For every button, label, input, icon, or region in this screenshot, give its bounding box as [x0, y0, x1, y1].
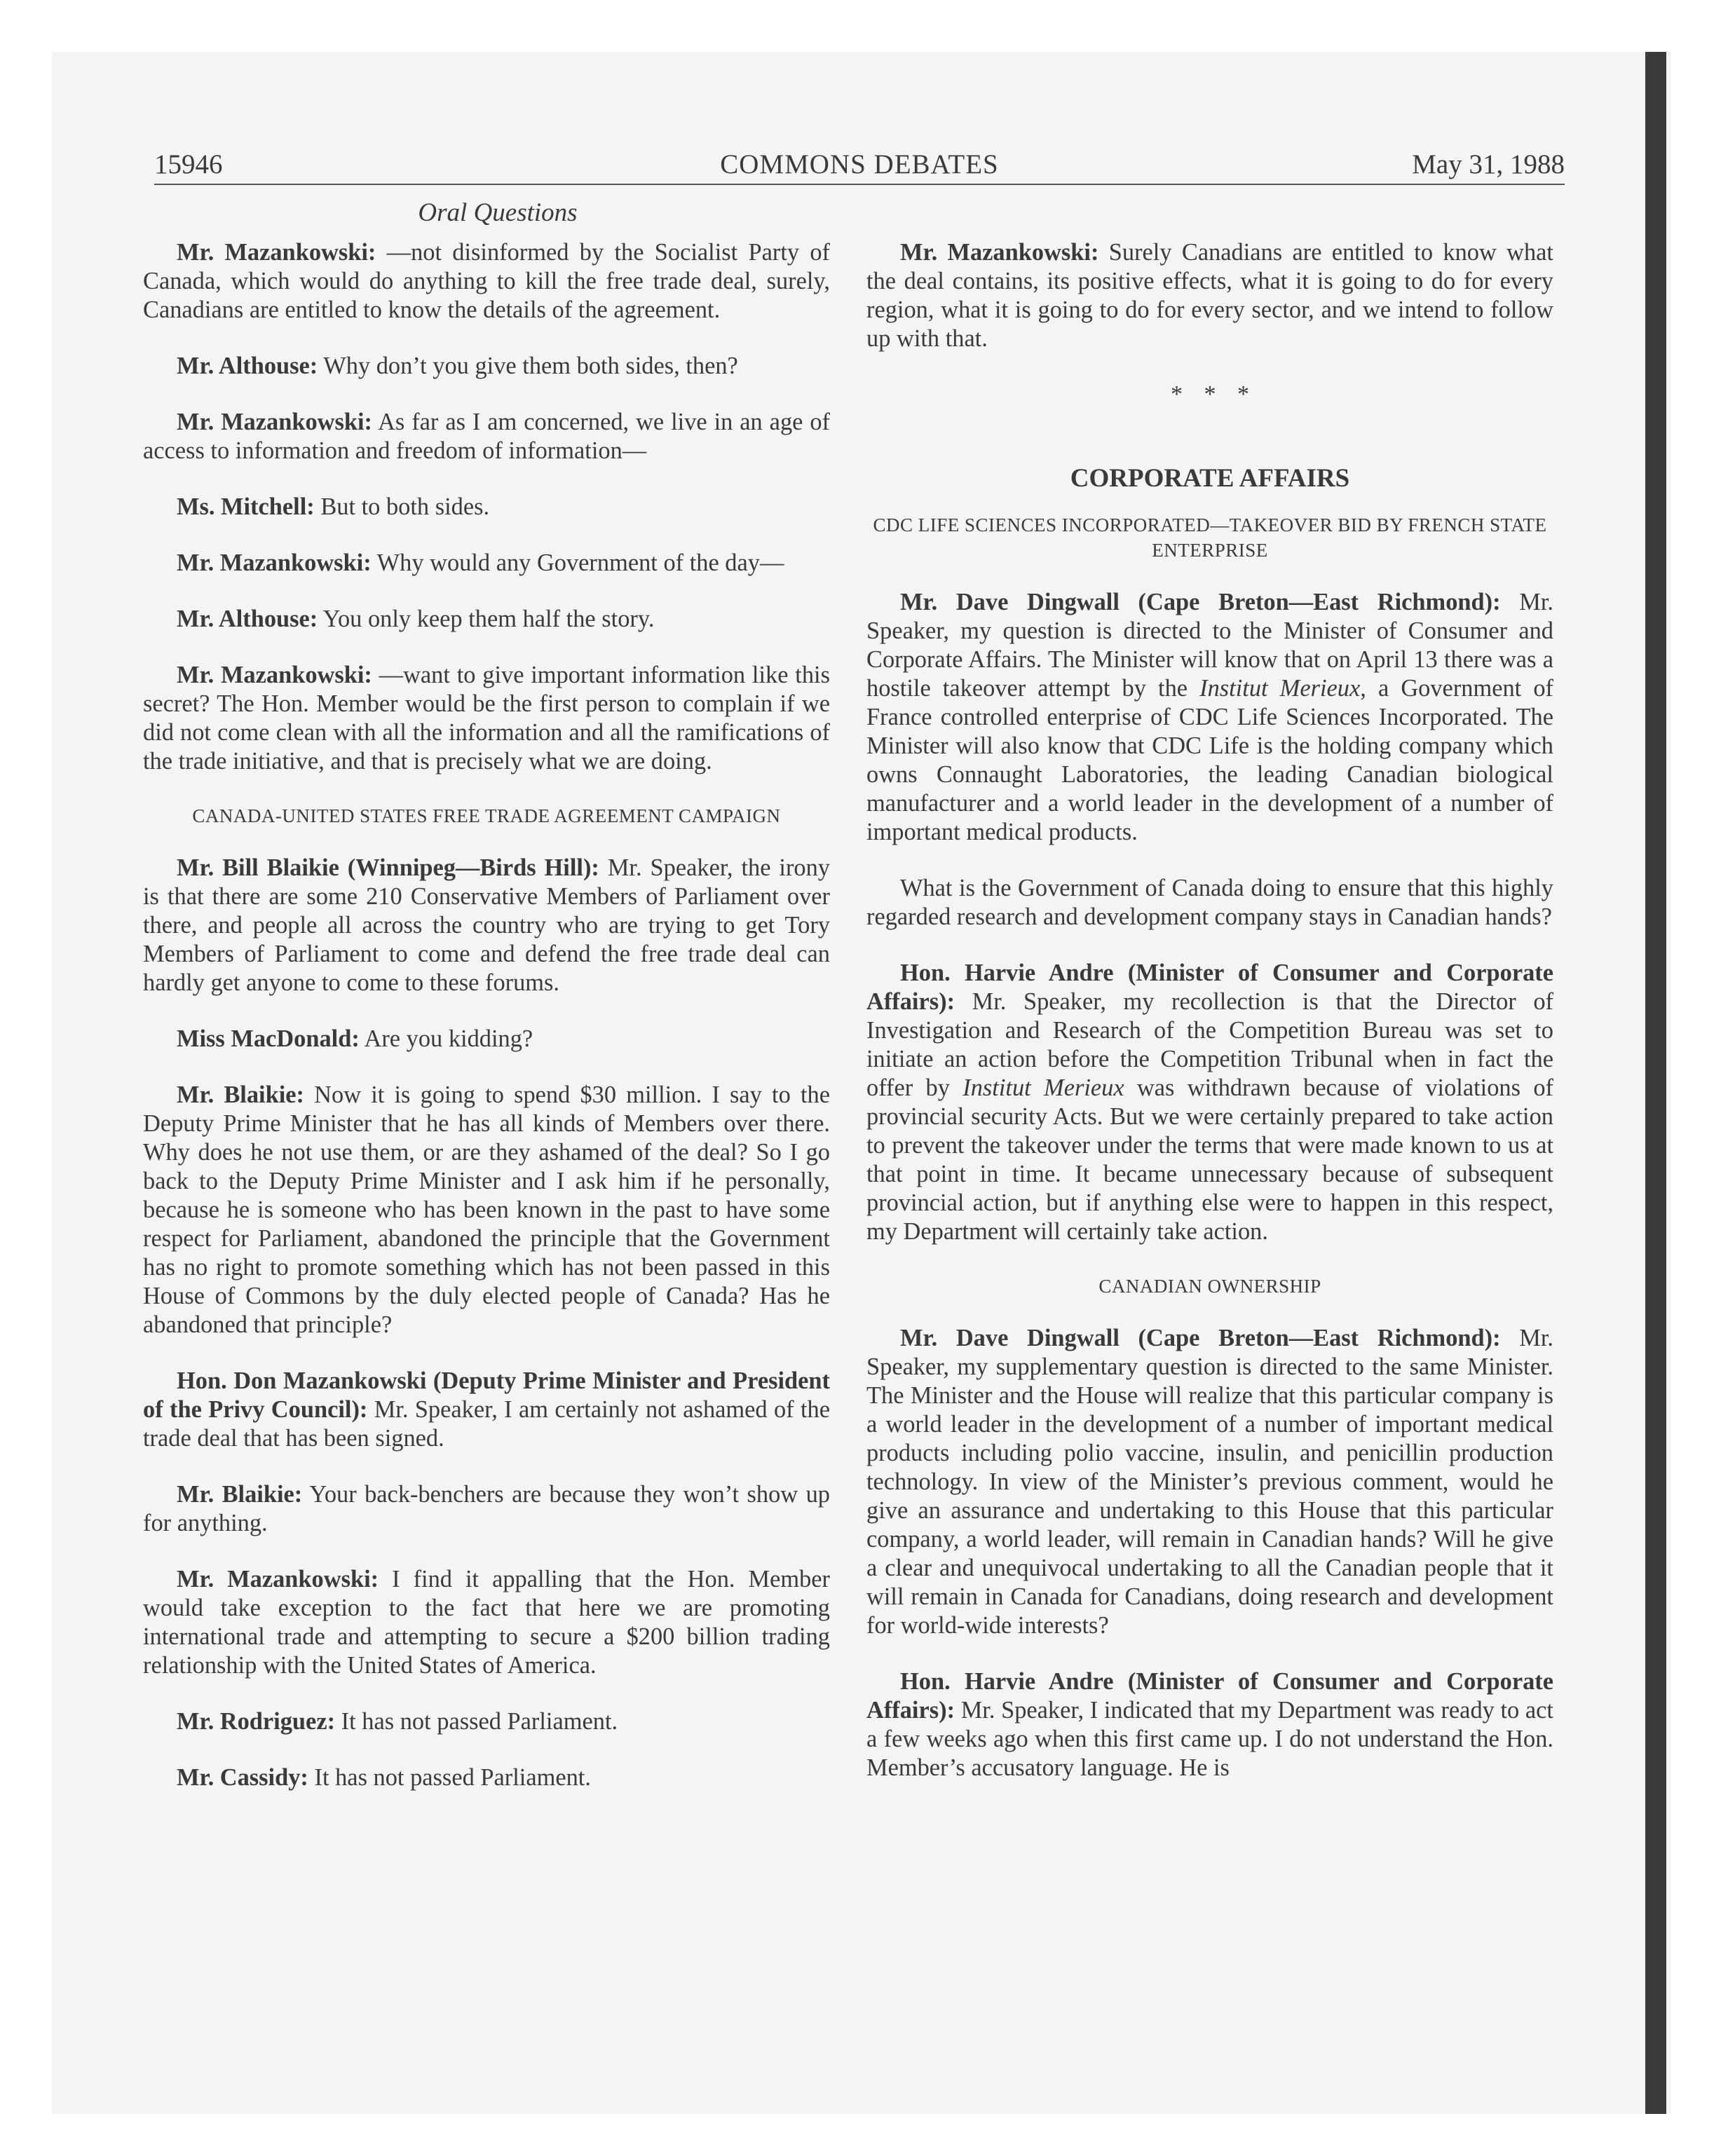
major-heading: CORPORATE AFFAIRS: [1070, 464, 1350, 493]
speaker-name: Hon. Harvie Andre (Minister of Consumer and Corporate Affairs):: [866, 1668, 1553, 1724]
speaker-name: Miss MacDonald:: [177, 1025, 360, 1052]
speech-text: Surely Canadians are entitled to know what the deal contains, its positive effects, what it is going to do for every region, what it is going to do for every sector, and we intend to follow up with that.: [866, 239, 1553, 352]
speaker-name: Mr. Mazankowski:: [177, 662, 372, 688]
speech-paragraph: [143, 1565, 830, 1680]
speech-paragraph: [143, 1025, 830, 1053]
speech-text: Why don’t you give them both sides, then?: [323, 353, 738, 379]
speech-text: was withdrawn because of violations of provincial security Acts. But we were certainly prepared to take action to prevent the takeover under the terms that were made known to us at that point in time. It became unnecessary because of subsequent provincial action, but if anything else were to happen in this respect, my Department will certainly take action.: [866, 1074, 1553, 1245]
speech-paragraph: [143, 352, 830, 381]
speech-paragraph: [143, 854, 830, 997]
speech-text: Mr. Speaker, the irony is that there are some 210 Conservative Members of Parliament over there, and people all across the country who are trying to get Tory Members of Parliament to come and defend the free trade deal can hardly get anyone to come to these forums.: [143, 854, 830, 996]
speaker-name: Mr. Mazankowski:: [177, 550, 372, 576]
speech-text: As far as I am concerned, we live in an age of access to information and freedom of information—: [143, 409, 830, 464]
speech-text: It has not passed Parliament.: [341, 1708, 618, 1735]
speaker-name: Mr. Blaikie:: [177, 1481, 303, 1508]
speaker-name: Mr. Rodriguez:: [177, 1708, 336, 1735]
speech-text: Now it is going to spend $30 million. I say to the Deputy Prime Minister that he has all kinds of Members over there. Why does he not use them, or are they ashamed of the deal? So I go back to the Deputy Prime Minister and I ask him if he personally, because he is someone who has been known in the past to have some respect for Parliament, abandoned the principle that the Government has no right to promote something which has not been passed in this House of Commons by the duly elected people of Canada? Has he abandoned that principle?: [143, 1082, 830, 1338]
speech-text: Your back-benchers are because they won’t show up for anything.: [143, 1481, 830, 1536]
speech-paragraph: [866, 1324, 1553, 1640]
speech-paragraph: [866, 588, 1553, 847]
speech-paragraph: [866, 874, 1553, 932]
speaker-name: Mr. Mazankowski:: [177, 409, 373, 435]
header-rule: [154, 184, 1565, 185]
speech-paragraph: [143, 493, 830, 521]
speech-text: But to both sides.: [320, 493, 490, 520]
speech-text: Mr. Speaker, my recollection is that the Director of Investigation and Research of the Competition Bureau was set to initiate an action before the Competition Tribunal when in fact the offer by: [866, 988, 1553, 1101]
speech-text: Mr. Speaker, I indicated that my Department was ready to act a few weeks ago when this first came up. I do not understand the Hon. Member’s accusatory language. He is: [866, 1697, 1553, 1781]
speech-text: —not disinformed by the Socialist Party of Canada, which would do anything to kill the free trade deal, surely, Canadians are entitled to know the details of the agreement.: [143, 239, 830, 323]
speech-paragraph: [143, 605, 830, 634]
speech-paragraph: [143, 661, 830, 776]
speech-text: I find it appalling that the Hon. Member would take exception to the fact that here we are promoting international trade and attempting to secure a $200 billion trading relationship with the United States of America.: [143, 1566, 830, 1679]
section-heading: CANADA-UNITED STATES FREE TRADE AGREEMENT CAMPAIGN: [192, 805, 781, 826]
speech-text: What is the Government of Canada doing to ensure that this highly regarded research and development company stays in Canadian hands?: [866, 875, 1553, 930]
section-heading: CDC LIFE SCIENCES INCORPORATED—TAKEOVER BID BY FRENCH STATE ENTERPRISE: [873, 514, 1547, 561]
speech-text: Are you kidding?: [364, 1025, 533, 1052]
right-column: [866, 238, 1553, 1810]
speaker-name: Mr. Dave Dingwall (Cape Breton—East Richmond):: [900, 1325, 1501, 1351]
section-separator-stars: * * *: [1171, 381, 1249, 407]
speaker-name: Ms. Mitchell:: [177, 493, 315, 520]
publication-title: COMMONS DEBATES: [720, 149, 999, 179]
speech-text: , a Government of France controlled enterprise of CDC Life Sciences Incorporated. The Minister will also know that CDC Life is the holding company which owns Connaught Laboratories, the leading Canadian biological manufacturer and a world leader in the development of a number of important medical products.: [866, 675, 1553, 845]
speaker-name: Mr. Althouse:: [177, 606, 318, 632]
page-header: [154, 147, 1565, 182]
section-subheader: Oral Questions: [418, 198, 578, 227]
scan-edge-shadow: [1645, 52, 1666, 2114]
speaker-name: Mr. Althouse:: [177, 353, 318, 379]
speech-text: It has not passed Parliament.: [314, 1764, 591, 1791]
speech-paragraph: [143, 1707, 830, 1736]
speaker-name: Mr. Mazankowski:: [177, 1566, 379, 1592]
italic-name: Institut Merieux: [1199, 675, 1361, 702]
speech-paragraph: [143, 1081, 830, 1339]
speaker-name: Mr. Dave Dingwall (Cape Breton—East Richmond):: [900, 589, 1501, 615]
speech-text: Mr. Speaker, I am certainly not ashamed of the trade deal that has been signed.: [143, 1396, 830, 1452]
publication-date: May 31, 1988: [1412, 149, 1565, 179]
left-column: [143, 238, 830, 1820]
speech-paragraph: [866, 959, 1553, 1246]
speaker-name: Hon. Don Mazankowski (Deputy Prime Minister and President of the Privy Council):: [143, 1367, 830, 1423]
speaker-name: Mr. Mazankowski:: [177, 239, 376, 266]
speech-paragraph: [143, 408, 830, 465]
speaker-name: Mr. Blaikie:: [177, 1082, 304, 1108]
speech-paragraph: [143, 1763, 830, 1792]
speech-text: You only keep them half the story.: [322, 606, 655, 632]
speaker-name: Hon. Harvie Andre (Minister of Consumer and Corporate Affairs):: [866, 960, 1553, 1015]
speaker-name: Mr. Cassidy:: [177, 1764, 308, 1791]
section-heading: CANADIAN OWNERSHIP: [1098, 1276, 1321, 1297]
italic-name: Institut Merieux: [962, 1074, 1124, 1101]
page-number: 15946: [154, 149, 223, 179]
speech-paragraph: [143, 1480, 830, 1538]
speech-paragraph: [143, 549, 830, 578]
speech-paragraph: [143, 238, 830, 325]
speech-text: Mr. Speaker, my question is directed to the Minister of Consumer and Corporate Affairs. The Minister will know that on April 13 there was a hostile takeover attempt by the: [866, 589, 1553, 702]
speech-paragraph: [143, 1367, 830, 1453]
speaker-name: Mr. Bill Blaikie (Winnipeg—Birds Hill):: [177, 854, 599, 881]
speech-text: Why would any Government of the day—: [376, 550, 784, 576]
speech-text: Mr. Speaker, my supplementary question is directed to the same Minister. The Minister and the House will realize that this particular company is a world leader in the development of a number of important medical products including polio vaccine, insulin, and penicillin production technology. In view of the Minister’s previous comment, would he give an assurance and undertaking to this House that this particular company, a world leader, will remain in Canadian hands? Will he give a clear and unequivocal undertaking to all the Canadian people that it will remain in Canada for Canadians, doing research and development for world-wide interests?: [866, 1325, 1553, 1639]
speech-paragraph: [866, 238, 1553, 353]
speech-paragraph: [866, 1667, 1553, 1782]
speech-text: —want to give important information like this secret? The Hon. Member would be the first person to complain if we did not come clean with all the information and all the ramifications of the trade initiative, and that is precisely what we are doing.: [143, 662, 830, 775]
speaker-name: Mr. Mazankowski:: [900, 239, 1099, 266]
